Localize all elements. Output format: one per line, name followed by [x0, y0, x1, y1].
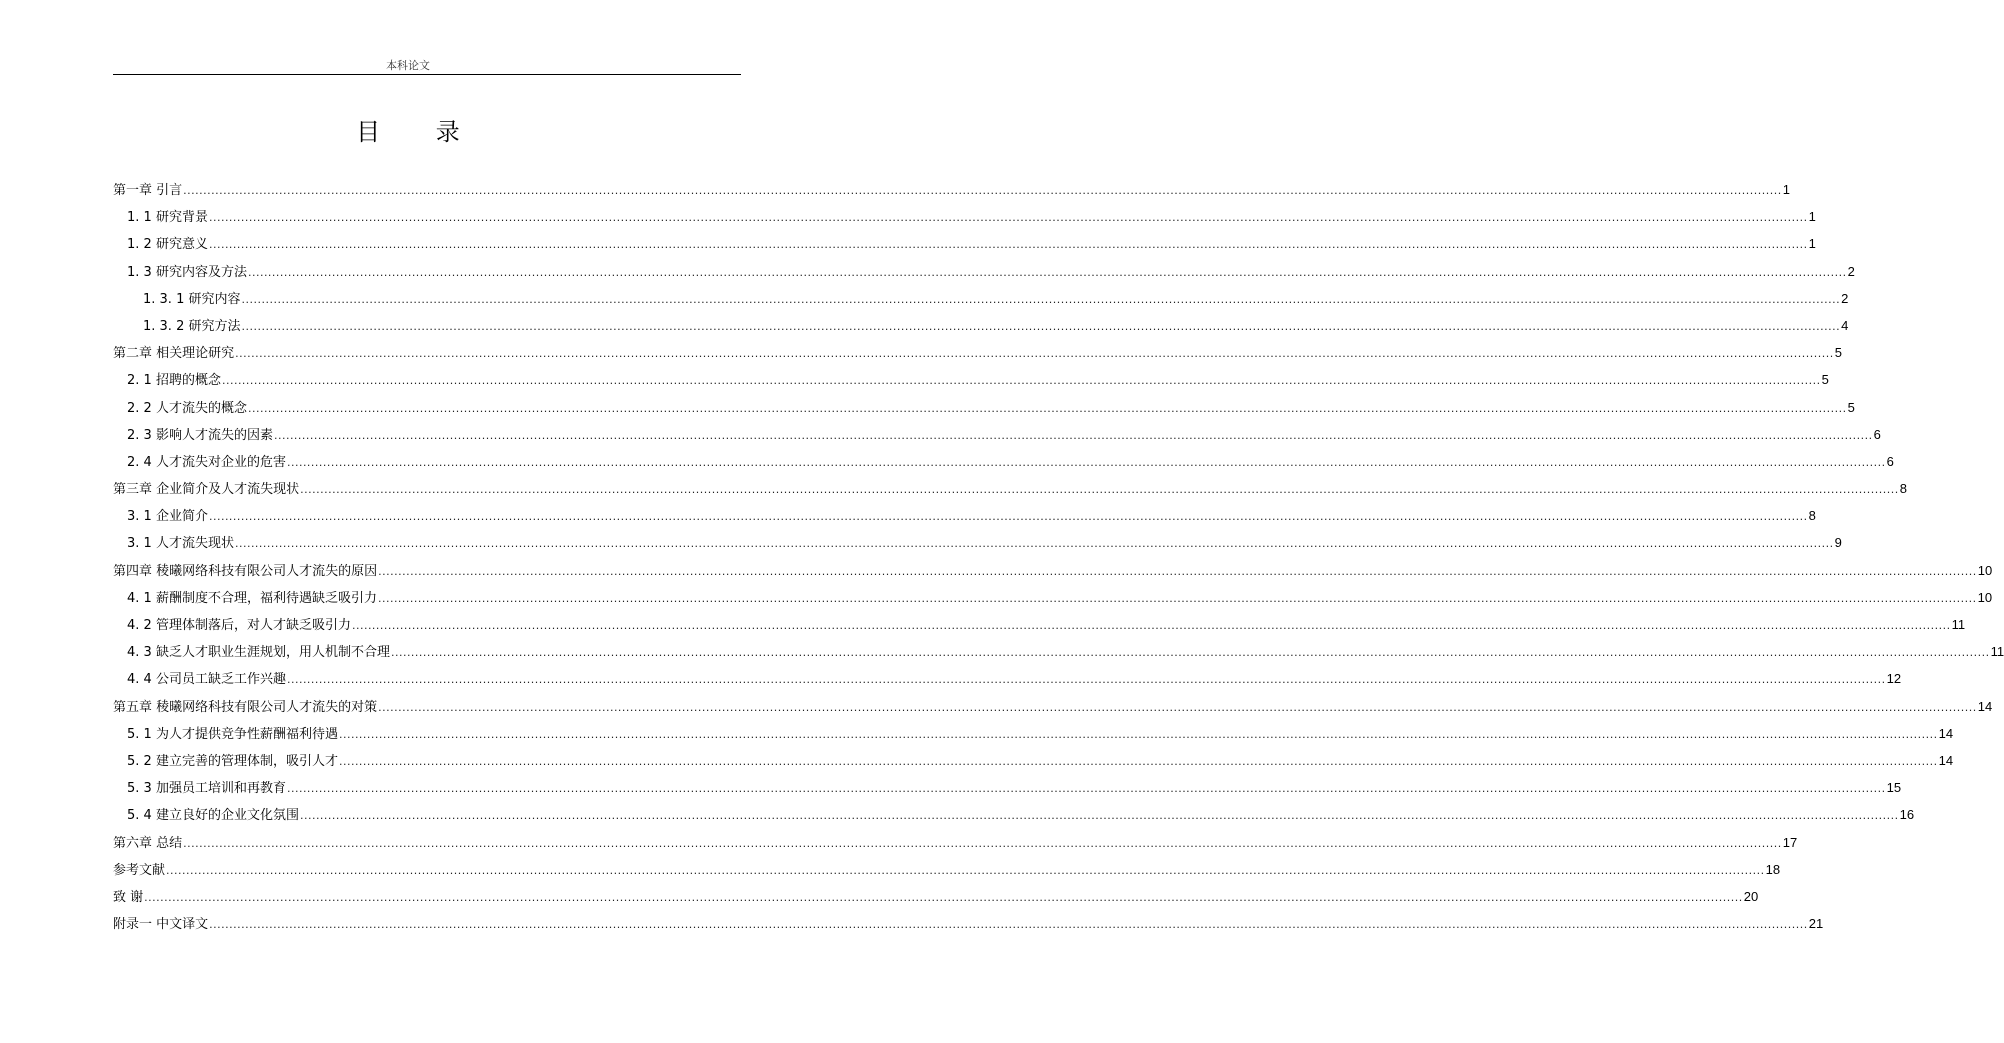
- toc-entry-label: 5. 3 加强员工培训和再教育: [127, 781, 286, 797]
- toc-entry-page-number: 17: [1782, 834, 1798, 850]
- toc-entry[interactable]: [113, 774, 1902, 801]
- toc-entry[interactable]: [113, 665, 1902, 692]
- toc-entry[interactable]: [113, 502, 1816, 529]
- toc-entry-label: 2. 4 人才流失对企业的危害: [127, 454, 286, 470]
- header-divider: [113, 74, 741, 75]
- toc-entry[interactable]: [113, 801, 1915, 828]
- toc-dot-leader: ................................................................................................................................................................................................................................................................................................................................................................................................................: [377, 591, 1977, 605]
- toc-entry-page-number: 16: [1899, 807, 1915, 823]
- toc-entry-label: 第五章 稜曦网络科技有限公司人才流失的对策: [113, 699, 378, 715]
- toc-entry-page-number: 15: [1886, 780, 1902, 796]
- toc-entry-label: 3. 1 人才流失现状: [127, 536, 234, 552]
- toc-entry-page-number: 21: [1808, 916, 1824, 932]
- toc-dot-leader: ................................................................................................................................................................................................................................................................................................................................................................................................................: [208, 510, 1808, 524]
- toc-entry[interactable]: [113, 720, 1954, 747]
- toc-entry-label: 4. 1 薪酬制度不合理，福利待遇缺乏吸引力: [127, 590, 377, 606]
- toc-entry-label: 第二章 相关理论研究: [113, 346, 235, 362]
- toc-dot-leader: ................................................................................................................................................................................................................................................................................................................................................................................................................: [378, 700, 1977, 714]
- toc-entry[interactable]: [113, 339, 1843, 366]
- toc-entry-label: 第六章 总结: [113, 835, 183, 851]
- toc-entry[interactable]: [113, 883, 1759, 910]
- toc-entry-label: 2. 3 影响人才流失的因素: [127, 427, 273, 443]
- toc-entry-label: 4. 2 管理体制落后，对人才缺乏吸引力: [127, 618, 351, 633]
- toc-dot-leader: ................................................................................................................................................................................................................................................................................................................................................................................................................: [234, 537, 1834, 551]
- toc-dot-leader: ................................................................................................................................................................................................................................................................................................................................................................................................................: [241, 319, 1841, 333]
- toc-dot-leader: ................................................................................................................................................................................................................................................................................................................................................................................................................: [241, 292, 1841, 306]
- toc-entry-page-number: 4: [1841, 317, 1849, 333]
- toc-entry-page-number: 2: [1841, 290, 1849, 306]
- toc-entry-label: 5. 2 建立完善的管理体制，吸引人才: [127, 753, 338, 769]
- toc-entry[interactable]: [113, 584, 1993, 611]
- toc-entry-label: 1. 1 研究背景: [127, 210, 208, 226]
- toc-entry-label: 1. 3. 1 研究内容: [143, 291, 241, 307]
- toc-entry[interactable]: [113, 529, 1842, 556]
- toc-entry-page-number: 5: [1847, 399, 1855, 415]
- toc-entry-page-number: 6: [1873, 426, 1881, 442]
- toc-dot-leader: ................................................................................................................................................................................................................................................................................................................................................................................................................: [378, 564, 1977, 578]
- toc-dot-leader: ................................................................................................................................................................................................................................................................................................................................................................................................................: [166, 863, 1765, 877]
- toc-dot-leader: ................................................................................................................................................................................................................................................................................................................................................................................................................: [235, 347, 1834, 361]
- toc-entry[interactable]: [113, 638, 2004, 665]
- toc-entry[interactable]: [113, 557, 1993, 584]
- toc-entry-page-number: 8: [1808, 508, 1816, 524]
- toc-dot-leader: ................................................................................................................................................................................................................................................................................................................................................................................................................: [221, 374, 1821, 388]
- toc-entry-page-number: 10: [1977, 589, 1993, 605]
- toc-entry[interactable]: [113, 366, 1829, 393]
- toc-entry[interactable]: [113, 285, 1849, 312]
- toc-entry-label: 第四章 稜曦网络科技有限公司人才流失的原因: [113, 563, 378, 579]
- toc-entry-page-number: 6: [1886, 453, 1894, 469]
- toc-entry-page-number: 1: [1808, 209, 1816, 225]
- toc-entry-page-number: 10: [1977, 562, 1993, 578]
- toc-dot-leader: ................................................................................................................................................................................................................................................................................................................................................................................................................: [183, 184, 1782, 197]
- toc-entry[interactable]: [113, 176, 1791, 203]
- toc-entry[interactable]: [113, 693, 1993, 720]
- toc-entry-page-number: 8: [1899, 481, 1908, 497]
- toc-dot-leader: ................................................................................................................................................................................................................................................................................................................................................................................................................: [338, 727, 1938, 741]
- toc-dot-leader: ................................................................................................................................................................................................................................................................................................................................................................................................................: [338, 754, 1938, 768]
- toc-entry[interactable]: [113, 747, 1954, 774]
- toc-entry-page-number: 9: [1834, 535, 1842, 551]
- toc-dot-leader: ................................................................................................................................................................................................................................................................................................................................................................................................................: [183, 836, 1782, 850]
- toc-dot-leader: ................................................................................................................................................................................................................................................................................................................................................................................................................: [208, 238, 1808, 252]
- toc-dot-leader: ................................................................................................................................................................................................................................................................................................................................................................................................................: [247, 265, 1847, 279]
- toc-entry-label: 2. 1 招聘的概念: [127, 373, 221, 389]
- toc-entry-label: 第三章 企业简介及人才流失现状: [113, 482, 300, 498]
- toc-entry-label: 5. 1 为人才提供竞争性薪酬福利待遇: [127, 726, 338, 742]
- toc-entry-label: 1. 2 研究意义: [127, 237, 208, 253]
- toc-entry-page-number: 11: [1951, 617, 1966, 632]
- toc-entry-label: 附录一 中文译文: [113, 917, 209, 933]
- toc-dot-leader: ................................................................................................................................................................................................................................................................................................................................................................................................................: [351, 619, 1951, 632]
- table-of-contents: [113, 176, 2004, 937]
- toc-entry-page-number: 11: [1990, 644, 2004, 660]
- toc-entry-label: 2. 2 人才流失的概念: [127, 400, 247, 416]
- toc-entry[interactable]: [113, 230, 1816, 257]
- toc-dot-leader: ................................................................................................................................................................................................................................................................................................................................................................................................................: [209, 918, 1808, 932]
- toc-dot-leader: ................................................................................................................................................................................................................................................................................................................................................................................................................: [247, 401, 1847, 415]
- toc-dot-leader: ................................................................................................................................................................................................................................................................................................................................................................................................................: [144, 890, 1743, 904]
- toc-entry[interactable]: [113, 829, 1798, 856]
- toc-entry[interactable]: [113, 203, 1816, 230]
- toc-entry[interactable]: [113, 448, 1894, 475]
- toc-entry-page-number: 20: [1743, 888, 1759, 904]
- toc-entry[interactable]: [113, 611, 1966, 638]
- toc-entry[interactable]: [113, 258, 1855, 285]
- page-title: 目 录: [356, 118, 484, 146]
- toc-entry-label: 参考文献: [113, 862, 166, 878]
- toc-entry[interactable]: [113, 312, 1849, 339]
- toc-entry-page-number: 14: [1938, 752, 1954, 768]
- toc-entry-page-number: 5: [1821, 372, 1829, 388]
- toc-entry-page-number: 12: [1886, 671, 1902, 687]
- toc-entry-page-number: 5: [1834, 345, 1843, 361]
- toc-entry-label: 4. 4 公司员工缺乏工作兴趣: [127, 672, 286, 688]
- toc-entry[interactable]: [113, 856, 1781, 883]
- toc-dot-leader: ................................................................................................................................................................................................................................................................................................................................................................................................................: [208, 211, 1808, 225]
- toc-entry[interactable]: [113, 421, 1881, 448]
- toc-entry-label: 3. 1 企业简介: [127, 509, 208, 525]
- toc-entry-page-number: 2: [1847, 263, 1855, 279]
- toc-entry[interactable]: [113, 910, 1824, 937]
- toc-entry[interactable]: [113, 394, 1855, 421]
- toc-entry-label: 4. 3 缺乏人才职业生涯规划，用人机制不合理: [127, 645, 390, 661]
- running-header: 本科论文: [386, 59, 430, 72]
- toc-entry-page-number: 14: [1977, 698, 1993, 714]
- toc-dot-leader: ................................................................................................................................................................................................................................................................................................................................................................................................................: [299, 809, 1899, 823]
- toc-entry-label: 5. 4 建立良好的企业文化氛围: [127, 808, 299, 824]
- toc-entry[interactable]: [113, 475, 1908, 502]
- toc-dot-leader: ................................................................................................................................................................................................................................................................................................................................................................................................................: [286, 673, 1886, 687]
- toc-entry-page-number: 18: [1765, 861, 1781, 877]
- toc-entry-page-number: 14: [1938, 725, 1954, 741]
- toc-dot-leader: ................................................................................................................................................................................................................................................................................................................................................................................................................: [286, 782, 1886, 796]
- toc-entry-page-number: 1: [1808, 236, 1816, 252]
- toc-entry-label: 1. 3 研究内容及方法: [127, 264, 247, 280]
- toc-dot-leader: ................................................................................................................................................................................................................................................................................................................................................................................................................: [390, 646, 1990, 660]
- toc-dot-leader: ................................................................................................................................................................................................................................................................................................................................................................................................................: [273, 428, 1873, 442]
- toc-dot-leader: ................................................................................................................................................................................................................................................................................................................................................................................................................: [286, 455, 1886, 469]
- toc-entry-label: 第一章 引言: [113, 183, 183, 198]
- toc-entry-page-number: 1: [1782, 182, 1791, 197]
- toc-dot-leader: ................................................................................................................................................................................................................................................................................................................................................................................................................: [300, 483, 1899, 497]
- toc-entry-label: 1. 3. 2 研究方法: [143, 318, 241, 334]
- toc-entry-label: 致 谢: [113, 889, 144, 905]
